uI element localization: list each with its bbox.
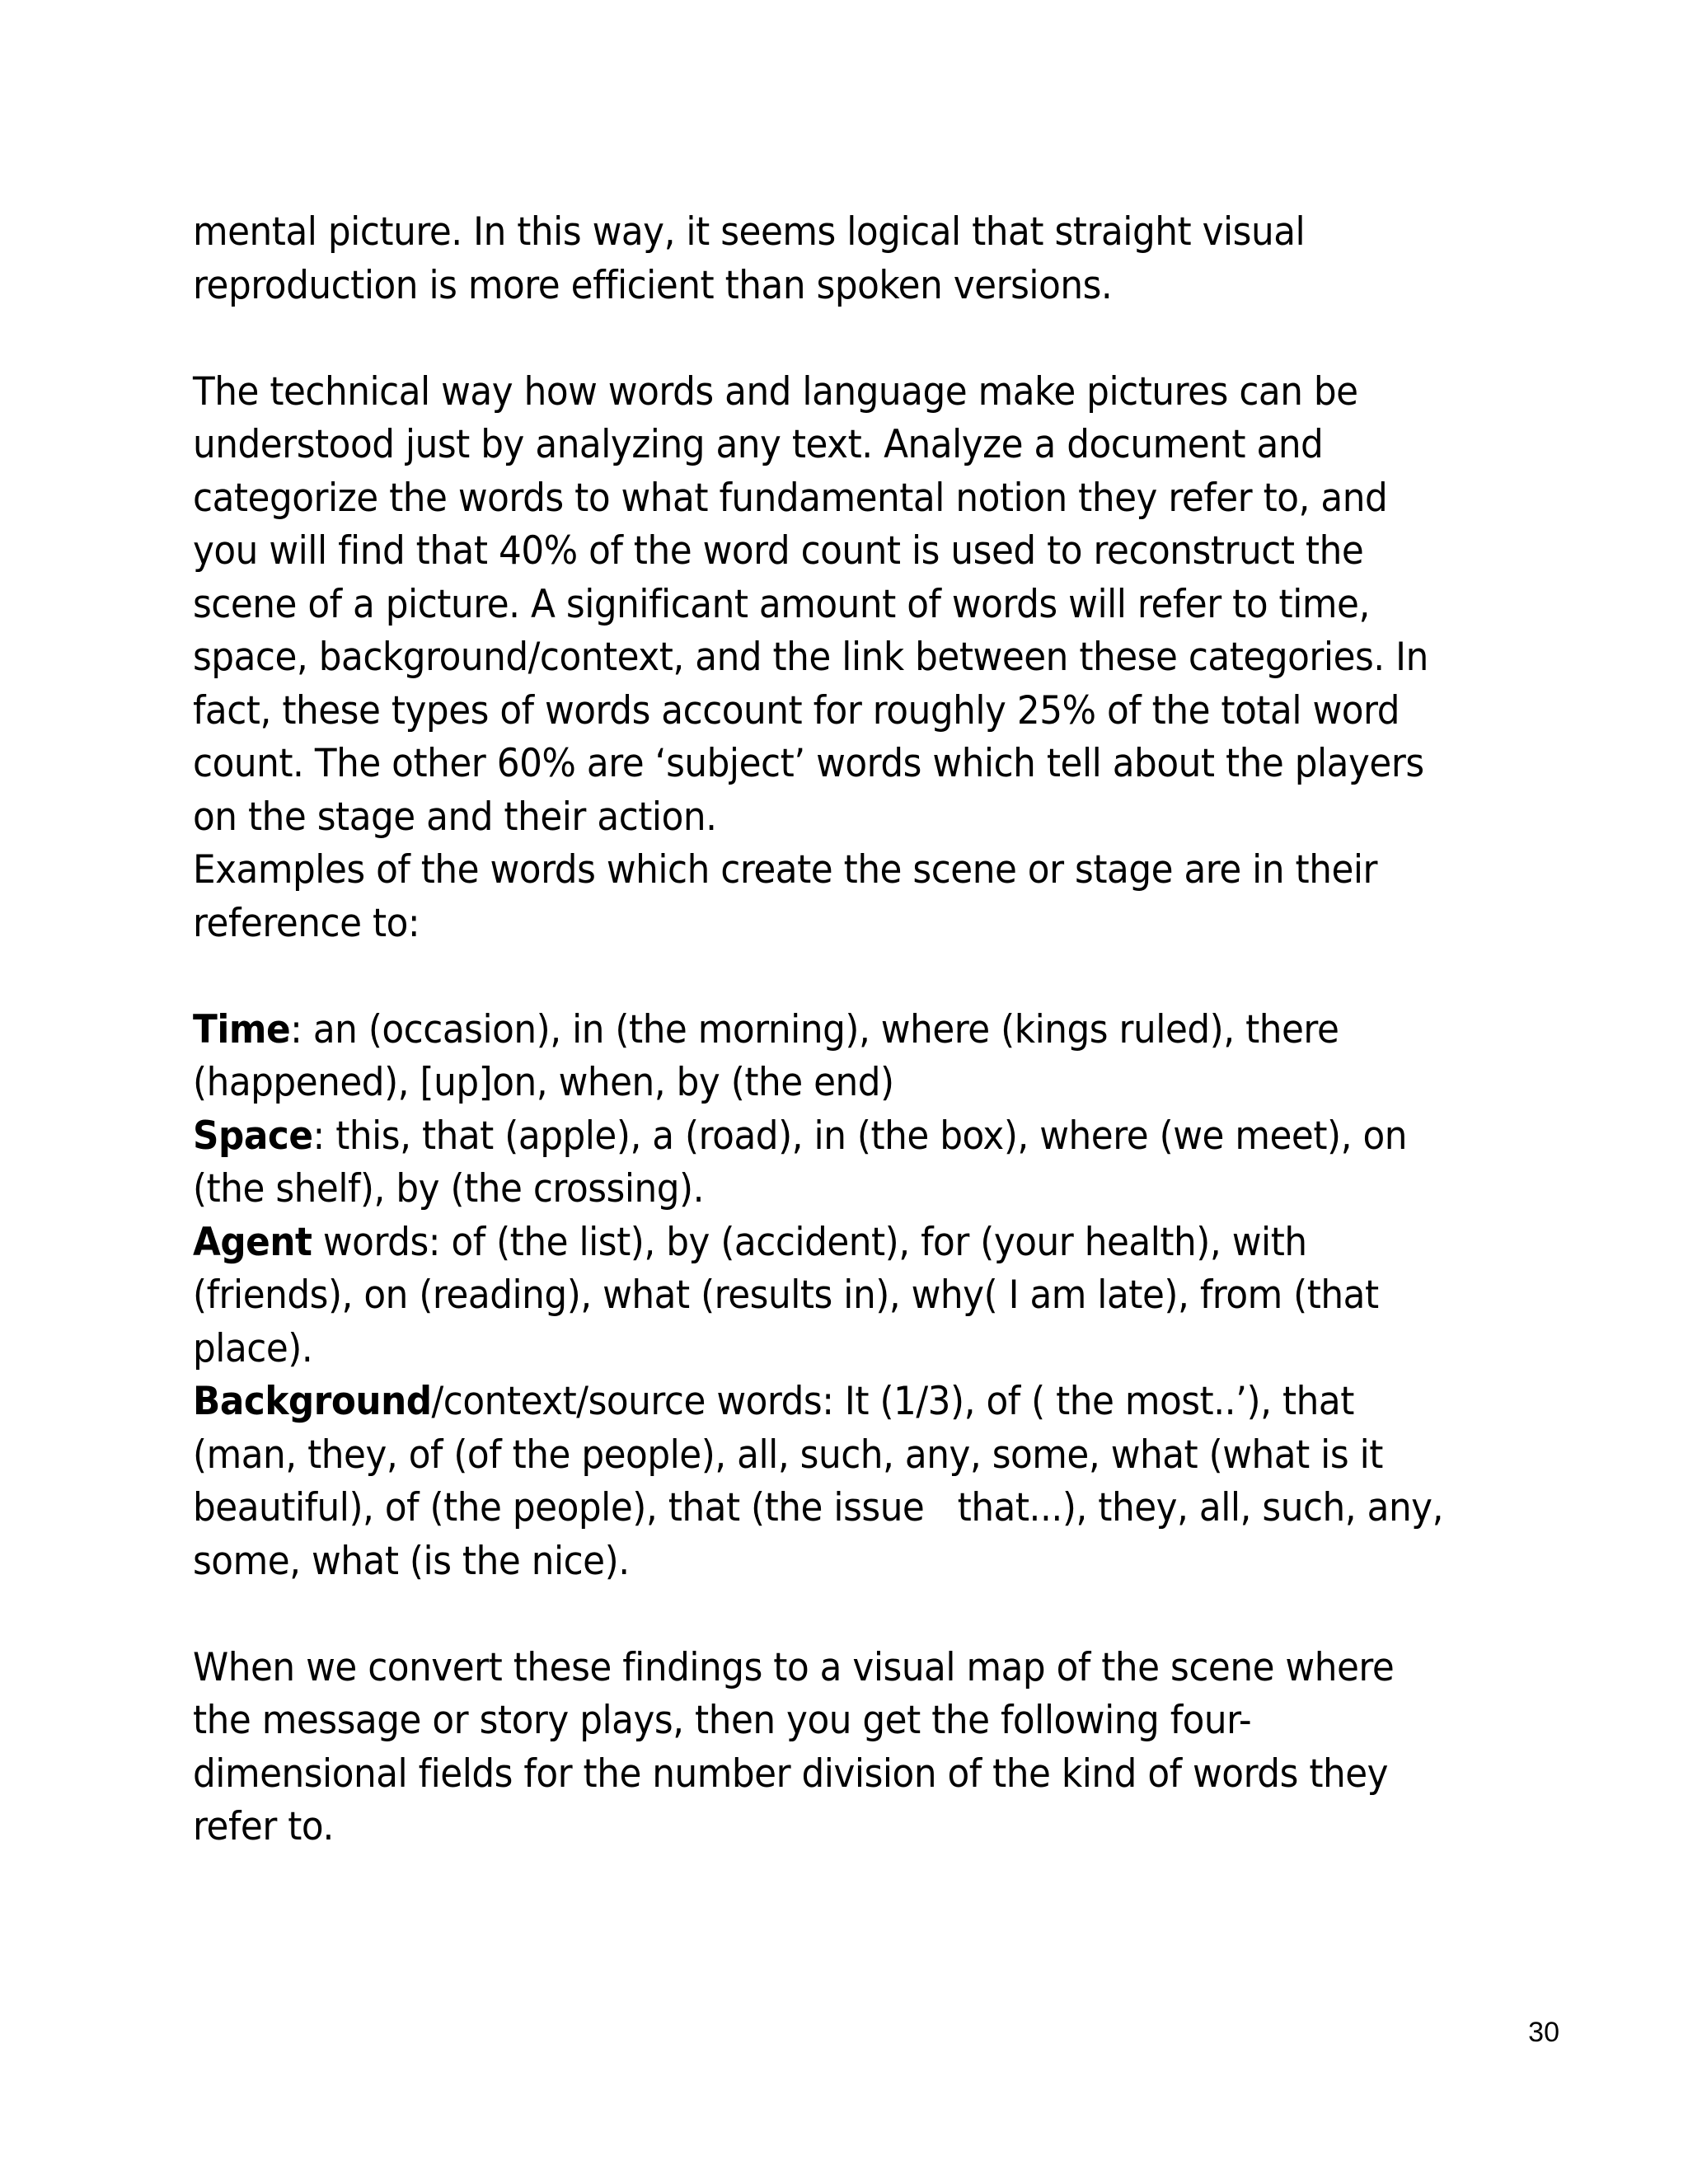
category-term: Agent [193,1219,312,1265]
paragraph-gap [193,312,1450,366]
category-text: : an (occasion), in (the morning), where (kings ruled), there (happened), [up]on, when, by (the end) [193,1006,1339,1105]
category-text: : this, that (apple), a (road), in (the box), where (we meet), on (the shelf), by (the crossing). [193,1113,1407,1212]
category-term: Time [193,1006,291,1052]
page-number: 30 [1528,2017,1559,2048]
category-term: Background [193,1379,432,1424]
category-time [193,1004,1450,1110]
paragraph-visual-map: When we convert these findings to a visual map of the scene where the message or story plays, then you get the following four-dimensional fields for the number division of the kind of words they refer to. [193,1644,1395,1849]
paragraph-intro: mental picture. In this way, it seems logical that straight visual reproduction is more efficient than spoken versions. [193,209,1306,308]
category-agent [193,1216,1450,1376]
paragraph-gap [193,950,1450,1004]
paragraph-word-analysis: The technical way how words and language make pictures can be understood just by analyzing any text. Analyze a document and categorize the words to what fundamental notion they refer to, and you will find that 40% of the word count is used to reconstruct the scene of a picture. A significant amount of words will refer to time, space, background/context, and the link between these categories. In fact, these types of words account for roughly 25% of the total word count. The other 60% are ‘subject’ words which tell about the players on the stage and their action. [193,368,1428,840]
paragraph-examples-intro: Examples of the words which create the scene or stage are in their reference to: [193,847,1378,946]
category-term: Space [193,1113,313,1159]
paragraph-gap [193,1588,1450,1642]
category-text: words: of (the list), by (accident), for (your health), with (friends), on (reading), what (results in), why( I am late), from (that place). [193,1219,1379,1371]
category-text: /context/source words: It (1/3), of ( the most..’), that (man, they, of (of the people), all, such, any, some, what (what is it beautiful), of (the people), that (the issue that...), they, all, such, any, some, what (is the nice). [193,1379,1455,1584]
page-body [193,206,1455,1854]
category-space [193,1110,1450,1216]
category-background [193,1376,1455,1588]
